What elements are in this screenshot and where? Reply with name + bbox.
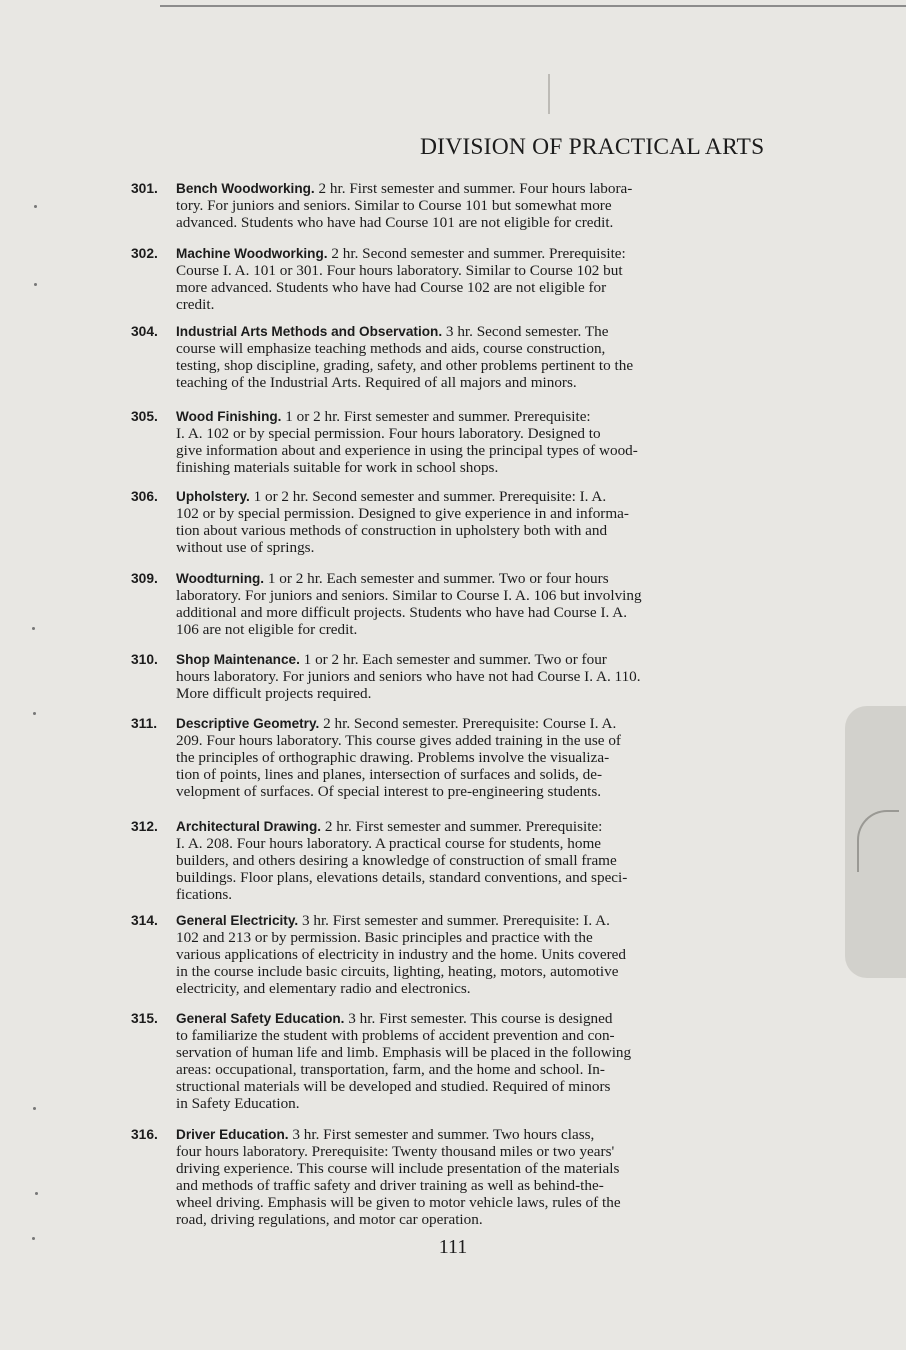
course-description xyxy=(176,912,788,997)
course-text: 2 hr. First semester and summer. Prerequisite: I. A. 208. Four hours laboratory. A practical course for students, home builders, and others desiring a knowledge of construction of small frame buildings. Floor plans, elevations details, standard conventions, and speci- fications. xyxy=(176,818,628,903)
course-title: General Electricity. xyxy=(176,913,299,928)
course-title: Driver Education. xyxy=(176,1127,289,1142)
course-number: 301. xyxy=(131,181,158,196)
course-entry-312 xyxy=(131,818,791,903)
course-title: Machine Woodworking. xyxy=(176,246,328,261)
course-entry-306 xyxy=(131,488,791,556)
course-number: 315. xyxy=(131,1011,158,1026)
course-title: Industrial Arts Methods and Observation. xyxy=(176,324,443,339)
page-edge-tab xyxy=(845,706,906,978)
course-description xyxy=(176,818,788,903)
course-entry-304 xyxy=(131,323,791,391)
margin-mark xyxy=(35,1192,38,1195)
margin-mark xyxy=(32,1237,35,1240)
course-title: General Safety Education. xyxy=(176,1011,345,1026)
course-title: Wood Finishing. xyxy=(176,409,282,424)
course-entry-310 xyxy=(131,651,791,702)
course-text: 1 or 2 hr. Each semester and summer. Two or four hours laboratory. For juniors and seniors who have not had Course I. A. 110. More difficult projects required. xyxy=(176,651,641,702)
course-description xyxy=(176,651,788,702)
course-number: 310. xyxy=(131,652,158,667)
course-text: 2 hr. First semester and summer. Four hours labora- tory. For juniors and seniors. Similar to Course 101 but somewhat more advanced. Students who have had Course 101 are not eligible for credit. xyxy=(176,180,633,231)
course-description xyxy=(176,245,788,313)
course-number: 304. xyxy=(131,324,158,339)
course-number: 312. xyxy=(131,819,158,834)
scan-speck xyxy=(548,74,550,114)
course-number: 316. xyxy=(131,1127,158,1142)
course-number: 309. xyxy=(131,571,158,586)
course-description xyxy=(176,1126,788,1228)
course-title: Architectural Drawing. xyxy=(176,819,322,834)
course-description xyxy=(176,488,788,556)
course-description xyxy=(176,180,788,231)
course-text: 1 or 2 hr. First semester and summer. Prerequisite: I. A. 102 or by special permission. Four hours laboratory. Designed to give information about and experience in using the principal types of wood- finishing materials suitable for work in school shops. xyxy=(176,408,638,476)
course-title: Descriptive Geometry. xyxy=(176,716,320,731)
course-description xyxy=(176,408,788,476)
course-text: 2 hr. Second semester and summer. Prerequisite: Course I. A. 101 or 301. Four hours laboratory. Similar to Course 102 but more advanced. Students who have had Course 102 are not eligible for credit. xyxy=(176,245,626,313)
page-header: DIVISION OF PRACTICAL ARTS xyxy=(420,134,765,160)
course-entry-305 xyxy=(131,408,791,476)
margin-mark xyxy=(33,712,36,715)
page-edge-mark xyxy=(857,810,899,872)
top-rule xyxy=(160,5,906,7)
margin-mark xyxy=(34,283,37,286)
margin-mark xyxy=(33,1107,36,1110)
course-text: 3 hr. First semester and summer. Two hours class, four hours laboratory. Prerequisite: Twenty thousand miles or two years' driving experience. This course will include presentation of the materials and methods of traffic safety and driver training as well as behind-the- wheel driving. Emphasis will be given to motor vehicle laws, rules of the road, driving regulations, and motor car operation. xyxy=(176,1126,621,1228)
margin-mark xyxy=(32,627,35,630)
course-number: 306. xyxy=(131,489,158,504)
course-text: 3 hr. First semester and summer. Prerequisite: I. A. 102 and 213 or by permission. Basic principles and practice with the various applications of electricity in industry and the home. Units covered in the course include basic circuits, lighting, heating, motors, automotive electricity, and elementary radio and electronics. xyxy=(176,912,627,997)
course-text: 1 or 2 hr. Each semester and summer. Two or four hours laboratory. For juniors and seniors. Similar to Course I. A. 106 but involving additional and more difficult projects. Students who have had Course I. A. 106 are not eligible for credit. xyxy=(176,570,642,638)
course-entry-302 xyxy=(131,245,791,313)
course-description xyxy=(176,323,788,391)
course-entry-309 xyxy=(131,570,791,638)
course-description xyxy=(176,570,788,638)
course-number: 314. xyxy=(131,913,158,928)
course-number: 311. xyxy=(131,716,158,731)
course-text: 3 hr. Second semester. The course will emphasize teaching methods and aids, course construction, testing, shop discipline, grading, safety, and other problems pertinent to the teaching of the Industrial Arts. Required of all majors and minors. xyxy=(176,323,634,391)
course-title: Bench Woodworking. xyxy=(176,181,315,196)
course-entry-314 xyxy=(131,912,791,997)
course-text: 3 hr. First semester. This course is designed to familiarize the student with problems of accident prevention and con- servation of human life and limb. Emphasis will be placed in the following areas: occupational, transportation, farm, and the home and school. In- structional materials will be developed and studied. Required of minors in Safety Education. xyxy=(176,1010,632,1112)
course-number: 302. xyxy=(131,246,158,261)
course-text: 2 hr. Second semester. Prerequisite: Course I. A. 209. Four hours laboratory. This course gives added training in the use of the principles of orthographic drawing. Problems involve the visualiza- tion of points, lines and planes, intersection of surfaces and solids, de- velopment of surfaces. Of special interest to pre-engineering students. xyxy=(176,715,621,800)
course-entry-315 xyxy=(131,1010,791,1112)
course-entry-301 xyxy=(131,180,791,231)
course-text: 1 or 2 hr. Second semester and summer. Prerequisite: I. A. 102 or by special permission. Designed to give experience in and informa- tion about various methods of construction in upholstery both with and without use of springs. xyxy=(176,488,629,556)
course-description xyxy=(176,1010,788,1112)
course-title: Woodturning. xyxy=(176,571,265,586)
page-number: 111 xyxy=(438,1236,468,1258)
course-entry-316 xyxy=(131,1126,791,1228)
course-entry-311 xyxy=(131,715,791,800)
course-number: 305. xyxy=(131,409,158,424)
margin-mark xyxy=(34,205,37,208)
course-description xyxy=(176,715,788,800)
course-title: Shop Maintenance. xyxy=(176,652,300,667)
course-title: Upholstery. xyxy=(176,489,250,504)
